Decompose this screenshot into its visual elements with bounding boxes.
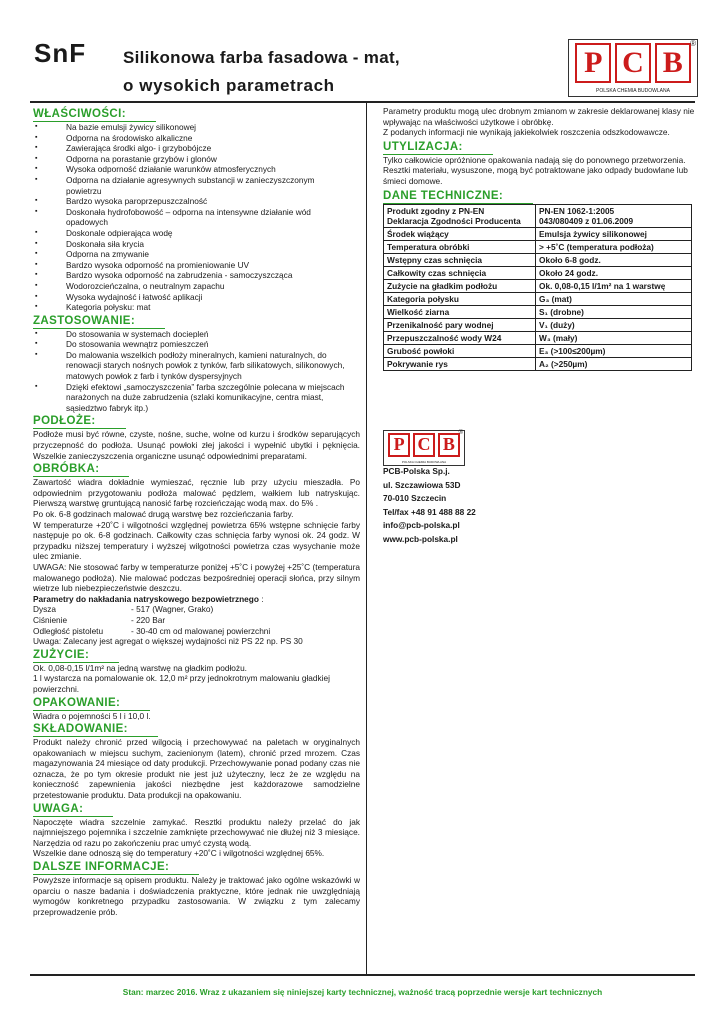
consumption-text: 1 l wystarcza na pomalowanie ok. 12,0 m² przy jednokrotnym malowaniu gładkiej powierzchni. <box>33 673 330 694</box>
table-row <box>384 344 692 357</box>
processing-text: W temperaturze +20˚C i wilgotności względnej powietrza 65% wstępne schnięcie farby następuje po ok. 6-8 godzinach. Całkowity czas schnięcia farby wynosi ok. 24 godz. W przypadku niższej temperatury i wyższej wilgotności powietrza czas wysychanie może ulec zmianie. <box>33 519 360 562</box>
processing-text: Zawartość wiadra dokładnie wymieszać, ręcznie lub przy użyciu mieszadła. Po odpowiednim przygotowaniu podłoża malować pędzlem, wałkiem lub natryskując. Pierwszą warstwę gruntującą nanosić farbę rozcieńczając wodą max. do 5% . <box>33 477 360 509</box>
substrate-text: Podłoże musi być równe, czyste, nośne, suche, wolne od kurzu i środków separujących przyczepność do podłoża. Usunąć powłoki złej jakości i wypełnić ubytki i pęknięcia. Wszelkie zanieczyszczenia organiczne usunąć odpowiednimi preparatami. <box>33 429 360 461</box>
city-address: 70-010 Szczecin <box>383 493 447 504</box>
list-item: ▪ Bardzo wysoka paroprzepuszczalność <box>33 196 360 207</box>
section-heading-disposal: UTYLIZACJA: <box>383 140 493 155</box>
list-item: ▪ Wysoka odporność działanie warunków atmosferycznych <box>33 164 360 175</box>
table-row <box>384 240 692 253</box>
footer-divider <box>30 974 695 976</box>
table-cell-label: Kategoria połysku <box>384 292 536 305</box>
tech-data-table <box>383 204 692 371</box>
section-heading-consumption: ZUŻYCIE: <box>33 648 119 663</box>
section-heading-substrate: PODŁOŻE: <box>33 414 126 429</box>
column-divider <box>366 102 367 974</box>
table-cell-label: Całkowity czas schnięcia <box>384 266 536 279</box>
section-heading-application: ZASTOSOWANIE: <box>33 314 165 329</box>
table-row <box>384 266 692 279</box>
list-item: ▪ Do stosowania w systemach dociepleń <box>33 329 360 340</box>
param-value: - 517 (Wagner, Grako) <box>131 604 214 615</box>
intro-text: Parametry produktu mogą ulec drobnym zmianom w zakresie deklarowanej klasy nie wpływając na właściwości użytkowe i obróbkę. Z podanych informacji nie wynikają jakiekolwiek roszczenia odszkodowawcze. <box>383 106 695 138</box>
param-label: Odległość pistoletu <box>33 625 104 636</box>
list-item: ▪ Kategoria połysku: mat <box>33 302 360 313</box>
list-item: ▪ Doskonała siła krycia <box>33 239 360 250</box>
street-address: ul. Szczawiowa 53D <box>383 479 461 490</box>
application-list <box>33 329 360 414</box>
list-item: ▪ Do malowania wszelkich podłoży mineralnych, kamieni naturalnych, do renowacji starych nośnych powłok z tynków, farb silikatowych, silikonowych, matowych powłok z farb i tynków dyspersyjnych <box>33 350 360 382</box>
table-cell-value: > +5˚C (temperatura podłoża) <box>536 240 692 253</box>
further-info-text: Powyższe informacje są opisem produktu. Należy je traktować jako ogólne wskazówki w oparciu o nasze badania i doświadczenia praktyczne, które jednak nie uwzględniają wymogów konkretnego przypadku zastosowania. W związku z tym zalecamy przeprowadzenie prób. <box>33 875 360 917</box>
table-row <box>384 305 692 318</box>
section-heading-properties: WŁAŚCIWOŚCI: <box>33 107 156 122</box>
logo-subtitle: POLSKA CHEMIA BUDOWLANA <box>596 87 670 94</box>
spray-params <box>33 604 360 636</box>
table-cell-value: G₃ (mat) <box>536 292 692 305</box>
table-cell-value: S₁ (drobne) <box>536 305 692 318</box>
table-cell-value: PN-EN 1062-1:2005 043/080409 z 01.06.2009 <box>536 204 692 227</box>
table-cell-value: Emulsja żywicy silikonowej <box>536 227 692 240</box>
properties-list <box>33 122 360 313</box>
processing-text: Po ok. 6-8 godzinach malować drugą warstwę bez rozcieńczania farby. <box>33 509 294 519</box>
contact-block <box>383 465 476 547</box>
table-cell-value: V₁ (duży) <box>536 318 692 331</box>
website-link[interactable]: www.pcb-polska.pl <box>383 533 458 544</box>
list-item: ▪ Doskonała hydrofobowość – odporna na intensywne działanie wód opadowych <box>33 207 360 228</box>
page-subtitle: o wysokich parametrach <box>123 76 335 95</box>
table-row <box>384 227 692 240</box>
logo-letter: C <box>413 433 435 457</box>
logo-letter: B <box>655 43 691 82</box>
list-item: ▪ Bardzo wysoka odporność na zabrudzenia - samoczyszcząca <box>33 270 360 281</box>
param-label: Dysza <box>33 604 57 615</box>
table-row <box>384 292 692 305</box>
packaging-text: Wiadra o pojemności 5 l i 10,0 l. <box>33 710 151 721</box>
section-heading-processing: OBRÓBKA: <box>33 462 129 477</box>
spray-params-colon: : <box>258 593 264 604</box>
caution-text: Wszelkie dane odnoszą się do temperatury +20˚C i wilgotności względnej 65%. <box>33 848 325 859</box>
table-row <box>384 204 692 227</box>
list-item: ▪ Odporna na środowisko alkaliczne <box>33 133 360 144</box>
consumption-text: Ok. 0,08-0,15 l/1m² na jedną warstwę na gładkim podłożu. <box>33 662 247 673</box>
list-item: ▪ Zawierająca środki algo- i grzybobójcze <box>33 143 360 154</box>
table-row <box>384 253 692 266</box>
list-item: ▪ Wodorozcieńczalna, o neutralnym zapachu <box>33 281 360 292</box>
table-cell-value: Ok. 0,08-0,15 l/1m² na 1 warstwę <box>536 279 692 292</box>
table-cell-label: Temperatura obróbki <box>384 240 536 253</box>
disposal-text: Tylko całkowicie opróżnione opakowania nadają się do ponownego przetworzenia. Resztki materiału, wysuszone, mogą być potraktowane jako odpady budowlane lub śmieci domowe. <box>383 154 688 186</box>
product-code: SnF <box>34 38 87 68</box>
list-item: ▪ Odporna na działanie agresywnych substancji w zanieczyszczonym powietrzu <box>33 175 360 196</box>
registered-mark: ® <box>690 39 696 48</box>
section-heading-storage: SKŁADOWANIE: <box>33 722 158 737</box>
table-row <box>384 331 692 344</box>
table-cell-label: Wielkość ziarna <box>384 305 536 318</box>
header-divider <box>30 101 695 103</box>
section-heading-tech-data: DANE TECHNICZNE: <box>383 189 533 204</box>
param-value: - 220 Bar <box>131 614 166 625</box>
param-value: - 30-40 cm od malowanej powierzchni <box>131 625 271 636</box>
table-cell-value: A₂ (>250µm) <box>536 357 692 370</box>
footer-note: Stan: marzec 2016. Wraz z ukazaniem się niniejszej karty technicznej, ważność tracą poprzednie wersje kart technicznych <box>122 987 603 997</box>
table-cell-label: Przenikalność pary wodnej <box>384 318 536 331</box>
spray-params-title-text: Parametry do nakładania natryskowego bezpowietrznego <box>33 593 259 604</box>
section-heading-packaging: OPAKOWANIE: <box>33 696 150 711</box>
section-heading-caution: UWAGA: <box>33 802 113 817</box>
table-cell-value: Około 24 godz. <box>536 266 692 279</box>
left-column <box>33 106 360 917</box>
table-cell-label: Zużycie na gładkim podłożu <box>384 279 536 292</box>
pcb-logo-contact <box>383 430 465 466</box>
storage-text: Produkt należy chronić przed wilgocią i przechowywać na paletach w oryginalnych opakowaniach w miejscu suchym, zacienionym (latem), chronić przed mrozem. Czas magazynowania 24 miesiące od daty produkcji. Przechowywanie ponad podany czas nie oznacza, że po tym okresie produkt nie jest już użyteczny, lecz że ze względu na konieczność zapewnienia jakości niezbędne jest każdorazowe samodzielne przetestowanie produktu. Data produkcji na opakowaniu. <box>33 737 360 801</box>
processing-text: UWAGA: Nie stosować farby w temperaturze poniżej +5˚C i powyżej +25˚C (temperatura malowanego podłoża). Nie malować podczas bezpośredniej operacji słońca, przy silnym wietrze lub niebezpieczeństwie deszczu. <box>33 561 360 594</box>
logo-subtitle: POLSKA CHEMIA BUDOWLANA <box>401 459 447 464</box>
spray-note: Uwaga: Zalecany jest agregat o większej wydajności niż PS 22 np. PS 30 <box>33 636 303 647</box>
table-row <box>384 318 692 331</box>
registered-mark: ® <box>458 430 463 436</box>
logo-letter: C <box>615 43 651 82</box>
caution-text: Napoczęte wiadra szczelnie zamykać. Resztki produktu należy przelać do jak najmniejszego pojemnika i szczelnie zamknięte przechowywać nie dłużej niż 3 miesiące. Narzędzia od razu po zakończeniu prac umyć czystą wodą. <box>33 816 360 848</box>
list-item: ▪ Na bazie emulsji żywicy silikonowej <box>33 122 360 133</box>
table-cell-label: Środek wiążący <box>384 227 536 240</box>
list-item: ▪ Do stosowania wewnątrz pomieszczeń <box>33 339 360 350</box>
logo-letter: P <box>575 43 611 82</box>
list-item: ▪ Dzięki efektowi „samoczyszczenia” farba szczególnie polecana w miejscach narażonych na duże zabrudzenia (szlaki komunikacyjne, centra miast, sąsiedztwo fabryk itp.) <box>33 382 360 414</box>
list-item: ▪ Bardzo wysoka odporność na promieniowanie UV <box>33 260 360 271</box>
phone-fax: Tel/fax +48 91 488 88 22 <box>383 506 476 517</box>
company-name: PCB-Polska Sp.j. <box>383 466 450 476</box>
pcb-logo <box>568 39 698 97</box>
table-cell-label: Pokrywanie rys <box>384 357 536 370</box>
page-title: Silikonowa farba fasadowa - mat, <box>123 48 400 67</box>
table-row <box>384 357 692 370</box>
right-column <box>383 106 695 371</box>
list-item: ▪ Doskonale odpierająca wodę <box>33 228 360 239</box>
list-item: ▪ Wysoka wydajność i łatwość aplikacji <box>33 292 360 303</box>
table-cell-label: Przepuszczalność wody W24 <box>384 331 536 344</box>
table-cell-label: Wstępny czas schnięcia <box>384 253 536 266</box>
table-cell-value: Około 6-8 godz. <box>536 253 692 266</box>
email-link[interactable]: info@pcb-polska.pl <box>383 520 460 531</box>
list-item: ▪ Odporna na zmywanie <box>33 249 360 260</box>
table-row <box>384 279 692 292</box>
param-label: Ciśnienie <box>33 614 68 625</box>
logo-letter: B <box>438 433 460 457</box>
spray-params-title <box>33 594 360 605</box>
section-heading-further-info: DALSZE INFORMACJE: <box>33 860 199 875</box>
table-cell-value: E₃ (>100≤200µm) <box>536 344 692 357</box>
logo-letter: P <box>388 433 410 457</box>
table-cell-value: W₃ (mały) <box>536 331 692 344</box>
table-cell-label: Grubość powłoki <box>384 344 536 357</box>
table-cell-label: Produkt zgodny z PN-EN Deklaracja Zgodności Producenta <box>384 204 536 227</box>
list-item: ▪ Odporna na porastanie grzybów i glonów <box>33 154 360 165</box>
